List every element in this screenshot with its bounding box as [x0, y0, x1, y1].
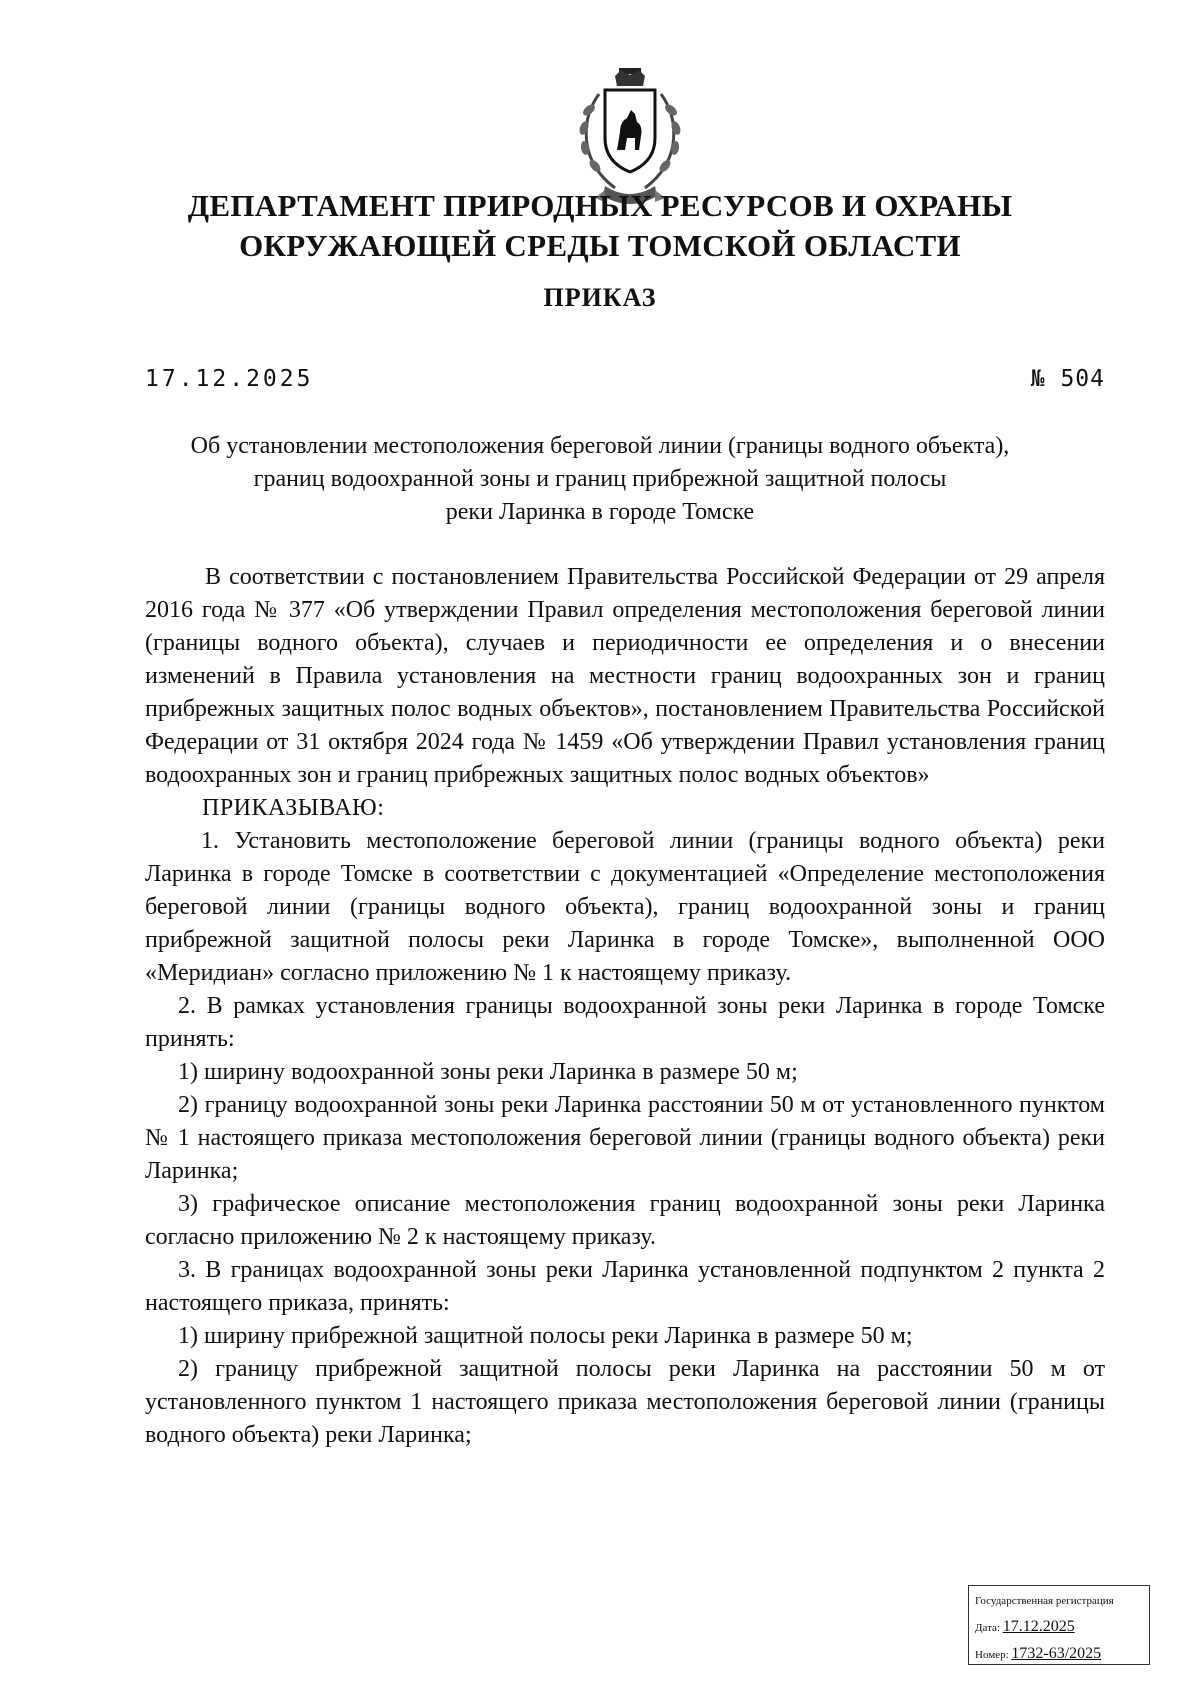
order-body: [145, 561, 1105, 1452]
clause-2-item-2: 2) границу водоохранной зоны реки Ларинка расстоянии 50 м от установленного пунктом № 1 настоящего приказа местоположения береговой линии (границы водного объекта) реки Ларинка;: [145, 1092, 1105, 1184]
clause-3: 3. В границах водоохранной зоны реки Ларинка установленной подпунктом 2 пункта 2 настоящего приказа, принять:: [145, 1257, 1105, 1316]
registration-number-row: [975, 1641, 1143, 1668]
registration-title: Государственная регистрация: [975, 1595, 1114, 1607]
subject-line2: границ водоохранной зоны и границ прибрежной защитной полосы: [253, 466, 947, 492]
clause-2-item-3: 3) графическое описание местоположения границ водоохранной зоны реки Ларинка согласно приложению № 2 к настоящему приказу.: [145, 1191, 1105, 1250]
registration-date-value: 17.12.2025: [1002, 1618, 1075, 1635]
clause-3-item-2: 2) границу прибрежной защитной полосы реки Ларинка на расстоянии 50 м от установленного пунктом 1 настоящего приказа местоположения береговой линии (границы водного объекта) реки Ларинка;: [145, 1356, 1105, 1448]
clause-3-item-1: 1) ширину прибрежной защитной полосы реки Ларинка в размере 50 м;: [178, 1323, 913, 1349]
decree-word: ПРИКАЗЫВАЮ:: [202, 795, 385, 821]
subject-line3: реки Ларинка в городе Томске: [445, 499, 755, 525]
department-title-line2: ОКРУЖАЮЩЕЙ СРЕДЫ ТОМСКОЙ ОБЛАСТИ: [239, 228, 961, 263]
order-date: 17.12.2025: [145, 366, 314, 392]
department-title-line1: ДЕПАРТАМЕНТ ПРИРОДНЫХ РЕСУРСОВ И ОХРАНЫ: [187, 188, 1013, 223]
department-title: [100, 186, 1100, 266]
preamble-paragraph: В соответствии с постановлением Правительства Российской Федерации от 29 апреля 2016 года № 377 «Об утверждении Правил определения местоположения береговой линии (границы водного объекта), случаев и периодичности ее определения и о внесении изменений в Правила установления на местности границ водоохранных зон и границ прибрежных защитных полос водных объектов», постановлением Правительства Российской Федерации от 31 октября 2024 года № 1459 «Об утверждении Правил установления границ водоохранных зон и границ прибрежных защитных полос водных объектов»: [145, 564, 1105, 788]
registration-date-row: [975, 1614, 1143, 1641]
order-number: № 504: [1030, 366, 1105, 392]
subject-line1: Об установлении местоположения береговой линии (границы водного объекта),: [190, 433, 1010, 459]
registration-date-label: Дата:: [975, 1622, 1000, 1634]
registration-stamp: [968, 1585, 1150, 1665]
clause-2-item-1: 1) ширину водоохранной зоны реки Ларинка в размере 50 м;: [178, 1059, 798, 1085]
registration-number-label: Номер:: [975, 1649, 1009, 1661]
clause-2: 2. В рамках установления границы водоохранной зоны реки Ларинка в городе Томске принять:: [145, 993, 1105, 1052]
document-type: ПРИКАЗ: [543, 283, 657, 312]
clause-1: 1. Установить местоположение береговой линии (границы водного объекта) реки Ларинка в городе Томске в соответствии с документацией «Определение местоположения береговой линии (границы водного объекта), границ водоохранной зоны и границ прибрежной защитной полосы реки Ларинка в городе Томске», выполненной ООО «Меридиан» согласно приложению № 1 к настоящему приказу.: [145, 828, 1105, 986]
registration-number-value: 1732-63/2025: [1011, 1645, 1102, 1662]
order-subject: [120, 430, 1080, 529]
